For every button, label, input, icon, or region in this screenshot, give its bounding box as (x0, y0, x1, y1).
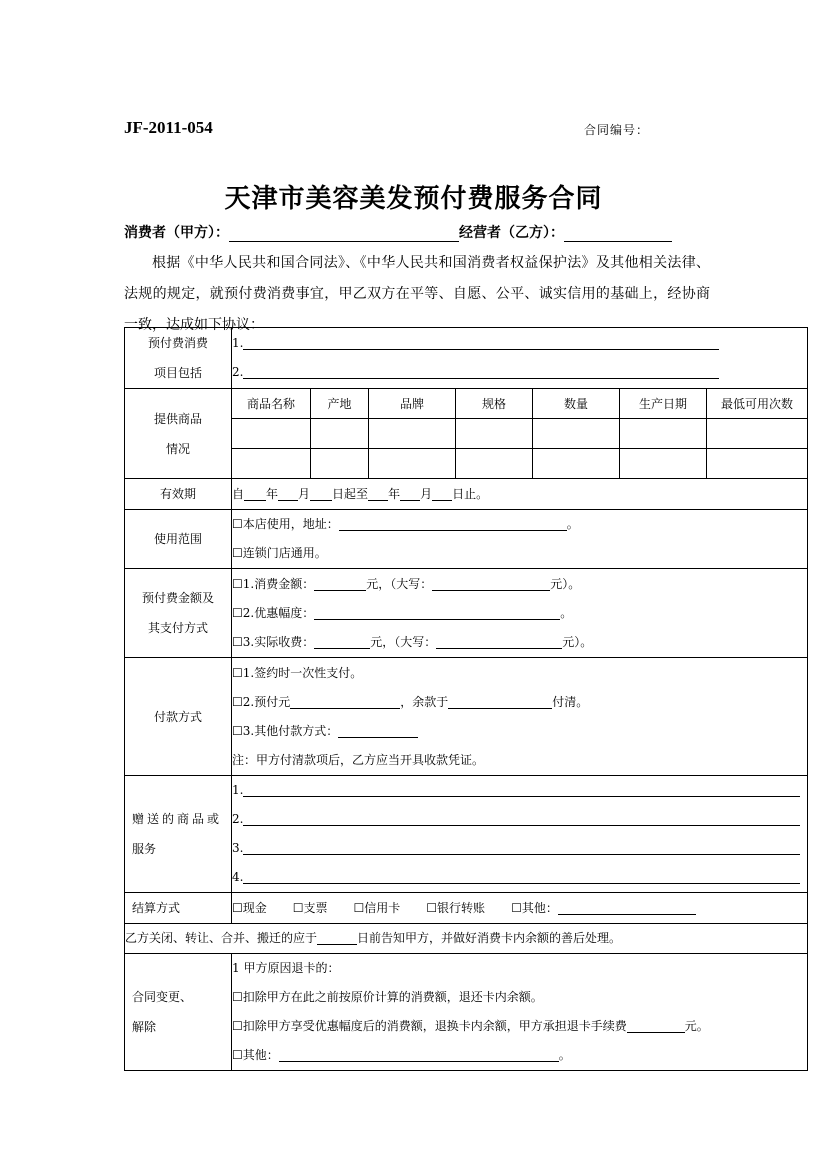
change-content: 1 甲方原因退卡的： ☐扣除甲方在此之前按原价计算的消费额，退还卡内余额。 ☐扣除甲方享受优惠幅度后的消费额，退换卡内余额，甲方承担退卡手续费 元。 ☐其他： 。 (232, 954, 808, 1071)
validity-content: 自 年 月 日起至 年 月 日止。 (232, 479, 808, 510)
goods-cell[interactable] (456, 419, 533, 449)
other-payment-checkbox[interactable]: ☐3.其他付款方式： (232, 723, 339, 738)
goods-cell[interactable] (620, 419, 707, 449)
amount-label: 预付费金额及 其支付方式 (125, 569, 232, 658)
gifts-content: 1. 2. 3. 4. (232, 776, 808, 893)
parties-line (124, 222, 672, 242)
goods-cell[interactable] (369, 449, 456, 479)
scope-content: ☐本店使用，地址： 。 ☐连锁门店通用。 (232, 510, 808, 569)
payment-content: ☐1.签约时一次性支付。 ☐2.预付元 ，余款于 付清。 ☐3.其他付款方式： 注：甲方付清款项后，乙方应当开具收款凭证。 (232, 658, 808, 776)
goods-cell[interactable] (456, 449, 533, 479)
goods-cell[interactable] (369, 419, 456, 449)
scope-own-store-checkbox[interactable]: ☐本店使用，地址： (232, 517, 339, 531)
row-closure (125, 924, 808, 954)
settlement-label: 结算方式 (125, 893, 232, 924)
consume-amount-checkbox[interactable]: ☐1.消费金额： (232, 576, 315, 591)
goods-cell[interactable] (620, 449, 707, 479)
settle-transfer-checkbox[interactable]: ☐银行转账 (426, 900, 486, 915)
payment-note: 注：甲方付清款项后，乙方应当开具收款凭证。 (232, 752, 485, 767)
row-settlement (125, 893, 808, 924)
goods-content (232, 389, 808, 479)
row-items (125, 328, 808, 389)
settle-other-field[interactable] (558, 902, 696, 915)
validity-label: 有效期 (125, 479, 232, 510)
start-day[interactable] (310, 488, 332, 501)
settle-other-checkbox[interactable]: ☐其他： (511, 900, 558, 915)
consume-amount-field[interactable] (314, 578, 366, 591)
goods-row (232, 449, 807, 479)
goods-cell[interactable] (232, 419, 311, 449)
actual-charge-field[interactable] (314, 636, 370, 649)
settlement-content (232, 893, 808, 924)
operator-field[interactable] (564, 227, 672, 242)
goods-cell[interactable] (707, 449, 808, 479)
settle-credit-checkbox[interactable]: ☐信用卡 (353, 900, 401, 915)
row-payment (125, 658, 808, 776)
refund-other-checkbox[interactable]: ☐其他： (232, 1048, 279, 1062)
scope-label: 使用范围 (125, 510, 232, 569)
contract-table (124, 327, 808, 1071)
row-goods (125, 389, 808, 479)
goods-row (232, 419, 807, 449)
goods-cell[interactable] (533, 419, 620, 449)
discount-checkbox[interactable]: ☐2.优惠幅度： (232, 605, 315, 620)
row-amount (125, 569, 808, 658)
end-month[interactable] (400, 488, 420, 501)
consume-amount-words-field[interactable] (432, 578, 550, 591)
goods-table (232, 389, 807, 478)
goods-cell[interactable] (707, 419, 808, 449)
prepay-checkbox[interactable]: ☐2.预付元 (232, 694, 291, 709)
refund-other-field[interactable] (279, 1049, 559, 1062)
preamble: 根据《中华人民共和国合同法》、《中华人民共和国消费者权益保护法》及其他相关法律、法规的规定，就预付费消费事宜，甲乙双方在平等、自愿、公平、诚实信用的基础上，经协商一致，达成如下协议： (124, 255, 710, 333)
consumer-field[interactable] (229, 227, 459, 242)
items-content: 1. 2. (232, 328, 808, 389)
goods-col-brand: 品牌 (369, 389, 456, 419)
end-day[interactable] (432, 488, 452, 501)
refund-fee-field[interactable] (627, 1020, 685, 1033)
end-year[interactable] (368, 488, 388, 501)
item-line-2[interactable] (243, 366, 719, 379)
actual-charge-checkbox[interactable]: ☐3.实际收费： (232, 634, 315, 649)
pay-once-checkbox[interactable]: ☐1.签约时一次性支付。 (232, 665, 363, 680)
prepay-field[interactable] (290, 696, 400, 709)
goods-cell[interactable] (232, 449, 311, 479)
notice-days-field[interactable] (317, 932, 357, 945)
row-change (125, 954, 808, 1071)
actual-charge-words-field[interactable] (436, 636, 562, 649)
gift-line-1[interactable] (243, 784, 800, 797)
consumer-label: 消费者（甲方）： (124, 225, 229, 241)
goods-col-name: 商品名称 (246, 397, 295, 411)
gift-line-4[interactable] (243, 871, 800, 884)
balance-date-field[interactable] (448, 696, 552, 709)
payment-label: 付款方式 (125, 658, 232, 776)
other-payment-field[interactable] (338, 725, 418, 738)
row-validity (125, 479, 808, 510)
page-title: 天津市美容美发预付费服务合同 (224, 184, 603, 214)
goods-col-origin: 产地 (311, 389, 369, 419)
discount-field[interactable] (314, 607, 560, 620)
settle-cash-checkbox[interactable]: ☐现金 (232, 900, 267, 915)
amount-content: ☐1.消费金额： 元，（大写： 元）。 ☐2.优惠幅度： 。 ☐3.实际收费： 元，（大写： 元）。 (232, 569, 808, 658)
gifts-label: 赠送的商品或 服务 (125, 776, 232, 893)
refund-discount-checkbox[interactable]: ☐扣除甲方享受优惠幅度后的消费额，退换卡内余额，甲方承担退卡手续费 (232, 1019, 627, 1033)
items-label: 预付费消费 项目包括 (125, 328, 232, 389)
operator-label: 经营者（乙方）： (459, 225, 564, 241)
goods-label: 提供商品 情况 (125, 389, 232, 479)
row-gifts (125, 776, 808, 893)
start-month[interactable] (278, 488, 298, 501)
row-scope (125, 510, 808, 569)
gift-line-3[interactable] (243, 842, 800, 855)
change-label: 合同变更、 解除 (125, 954, 232, 1071)
refund-original-checkbox[interactable]: ☐扣除甲方在此之前按原价计算的消费额，退还卡内余额。 (232, 990, 543, 1004)
goods-cell[interactable] (311, 449, 369, 479)
goods-cell[interactable] (311, 419, 369, 449)
form-code: JF-2011-054 (124, 118, 213, 137)
goods-cell[interactable] (533, 449, 620, 479)
goods-col-qty: 数量 (533, 389, 620, 419)
gift-line-2[interactable] (243, 813, 800, 826)
store-address-field[interactable] (339, 518, 567, 531)
contract-number-label: 合同编号： (584, 123, 650, 137)
goods-col-min-uses: 最低可用次数 (707, 389, 808, 419)
item-line-1[interactable] (243, 337, 719, 350)
start-year[interactable] (244, 488, 266, 501)
scope-chain-checkbox[interactable]: ☐连锁门店通用。 (232, 546, 327, 560)
goods-col-date: 生产日期 (620, 389, 707, 419)
goods-col-spec: 规格 (456, 389, 533, 419)
settle-check-checkbox[interactable]: ☐支票 (292, 900, 328, 915)
closure-content: 乙方关闭、转让、合并、搬迁的应于 日前告知甲方，并做好消费卡内余额的善后处理。 (125, 924, 808, 954)
